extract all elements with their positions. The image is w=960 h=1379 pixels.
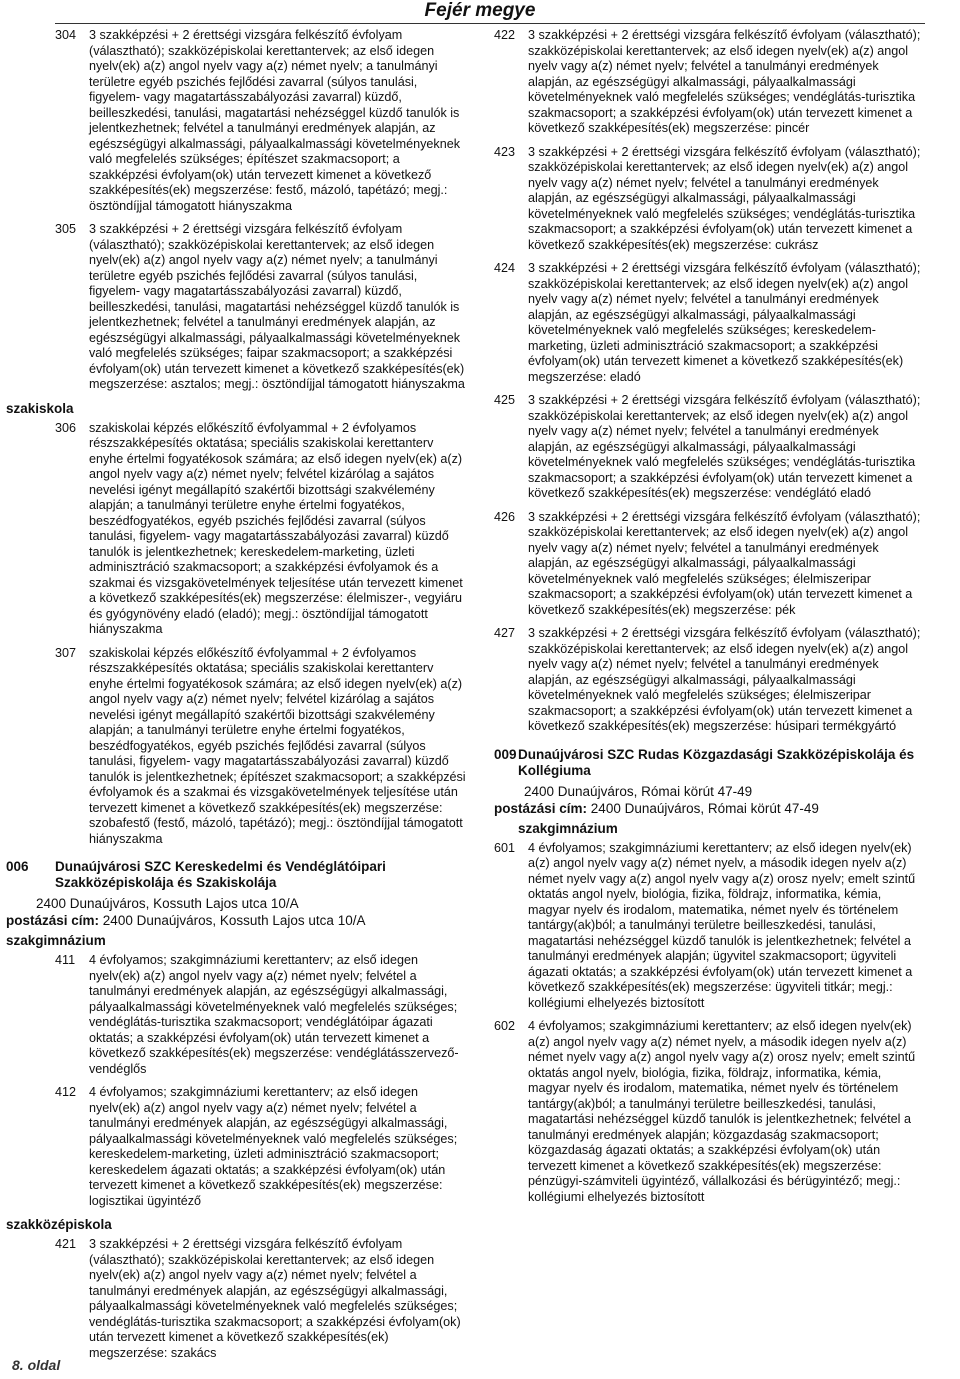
program-code: 425 [494,393,516,407]
program-entry [494,261,924,385]
institution-name: Dunaújvárosi SZC Rudas Közgazdasági Szakközépiskolája és Kollégiuma [518,746,915,778]
program-entry [55,1237,470,1361]
program-description: 3 szakképzési + 2 érettségi vizsgára felkészítő évfolyam (választható); szakközépiskolai kerettantervek; az első idegen nyelv(ek) a(z) angol nyelv vagy a(z) német nyelv; felvétel a tanulmányi eredmények alapján, az egészségügyi alkalmassági, pályaalkalmassági követelményeknek való megfelelés szükséges; vendéglátás-turisztika szakmacsoport; a szakképzési évfolyam(ok) után tervezett kimenet a következő szakképesítés(ek) megszerzése: cukrász [528,144,921,252]
program-code: 601 [494,840,516,855]
program-code: 306 [55,420,77,435]
institution-code: 009 [494,746,517,762]
entry-list-right-szakgimnazium [494,841,924,1214]
program-entry [55,1085,470,1209]
program-code: 423 [494,144,516,159]
program-code: 427 [494,626,516,640]
section-heading-szakiskola: szakiskola [6,400,74,416]
program-description: szakiskolai képzés előkészítő évfolyammal + 2 évfolyamos részszakképesítés oktatása; speciális szakiskolai kerettanterv enyhe értelmi fogyatékosok számára; az első idegen nyelv(ek) a(z) angol nyelv vagy a(z) német nyelv; felvétel kizárólag a sajátos nevelési igényt megállapító szakértői bizottsági szakvélemény alapján; a tanulmányi területre enyhe értelmi fogyatékos, beszédfogyatékos, egyéb pszichés fejlődési zavarral (súlyos tanulási, figyelem- vagy magatartásszabályozási zavarral) küzdő tanulók is jelentkezhetnek; építészet szakmacsoport; a szakképzési évfolyamok és a szakmai és vizsgakövetelmények teljesítése után tervezett kimenet a következő szakképesítés(ek) megszerzése: szobafestő (festő, mázoló, tapétázó); megj.: ösztöndíjjal támogatott hiányszakma [89,645,466,846]
program-code: 421 [55,1237,77,1251]
header-divider [55,23,925,24]
section-heading-szakkozepiskola: szakközépiskola [6,1217,112,1232]
page-number: 8. oldal [12,1357,61,1373]
program-entry [494,145,924,254]
program-entry [55,646,470,848]
program-description: szakiskolai képzés előkészítő évfolyammal + 2 évfolyamos részszakképesítés oktatása; speciális szakiskolai kerettanterv enyhe értelmi fogyatékosok számára; az első idegen nyelv(ek) a(z) angol nyelv vagy a(z) német nyelv; felvétel kizárólag a sajátos nevelési igényt megállapító szakértői bizottsági szakvélemény alapján; a tanulmányi területre enyhe értelmi fogyatékos, beszédfogyatékos, egyéb pszichés fejlődési zavarral (súlyos tanulási, figyelem- vagy magatartásszabályozási zavarral) küzdő tanulók is jelentkezhetnek; kereskedelem-marketing, üzleti adminisztráció szakmacsoport; a szakképzési évfolyamok és a szakmai és vizsgakövetelmények teljesítése után tervezett kimenet a következő szakképesítés(ek) megszerzése: élelmiszer-, vegyiáru és gyógynövény eladó (eladó); megj.: ösztöndíjjal támogatott hiányszakma [89,420,463,636]
program-description: 4 évfolyamos; szakgimnáziumi kerettanterv; az első idegen nyelv(ek) a(z) angol nyelv vagy a(z) német nyelv, a második idegen nyelv a(z) német nyelv vagy a(z) angol nyelv vagy a(z) orosz nyelv; emelt szintű oktatás angol nyelv, biológia, fizika, földrajz, informatika, kémia, magyar nyelv és irodalom, matematika, német nyelv és történelem tantárgy(ak)ból; a tanulmányi területre beilleszkedési, tanulási, magatartási nehézséggel küzdő tanulók is jelentkezhetnek; felvétel a tanulmányi eredmények alapján; közgazdaság szakmacsoport; közgazdaság ágazati oktatás; a szakképzési évfolyam(ok) után tervezett kimenet a következő szakképesítés(ek) megszerzése: pénzügyi-számviteli ügyintéző, vállalkozási és bérügyintéző; megj.: kollégiumi elhelyezés biztosított [528,1019,916,1204]
program-code: 411 [55,953,76,967]
entry-list-szakgimnazium [55,953,470,1217]
program-entry [55,953,470,1077]
program-code: 422 [494,28,516,42]
institution-address: 2400 Dunaújváros, Kossuth Lajos utca 10/A [36,896,299,911]
right-column [494,28,924,1213]
entry-list-right-top [494,28,924,743]
program-entry [55,421,470,638]
program-description: 3 szakképzési + 2 érettségi vizsgára felkészítő évfolyam (választható); szakközépiskolai kerettantervek; az első idegen nyelv(ek) a(z) angol nyelv vagy a(z) német nyelv; felvétel a tanulmányi eredmények alapján, az egészségügyi alkalmassági, pályaalkalmassági követelményeknek való megfelelés szükséges; élelmiszeripar szakmacsoport; a szakképzési évfolyam(ok) után tervezett kimenet a következő szakképesítés(ek) megszerzése: pék [528,509,921,617]
program-description: 4 évfolyamos; szakgimnáziumi kerettanterv; az első idegen nyelv(ek) a(z) angol nyelv vagy a(z) német nyelv; felvétel a tanulmányi eredmények alapján, az egészségügyi alkalmassági, pályaalkalmassági követelményeknek való megfelelés szükséges; kereskedelem-marketing, üzleti adminisztráció szakmacsoport; kereskedelem ágazati oktatás; a szakképzési évfolyam(ok) után tervezett kimenet a következő szakképesítés(ek) megszerzése: logisztikai ügyintéző [89,1085,458,1208]
program-description: 3 szakképzési + 2 érettségi vizsgára felkészítő évfolyam (választható); szakközépiskolai kerettantervek; az első idegen nyelv(ek) a(z) angol nyelv vagy a(z) német nyelv; felvétel a tanulmányi eredmények alapján, az egészségügyi alkalmassági, pályaalkalmassági követelményeknek való megfelelés szükséges; élelmiszeripar szakmacsoport; a szakképzési évfolyam(ok) után tervezett kimenet a következő szakképesítés(ek) megszerzése: húsipari termékgyártó [528,626,921,733]
program-entry [55,28,470,214]
section-heading-szakgimnazium: szakgimnázium [6,933,106,948]
institution-address: 2400 Dunaújváros, Római körút 47-49 [524,783,753,799]
program-entry [494,626,924,735]
section-heading-szakgimnazium: szakgimnázium [518,820,618,836]
program-code: 424 [494,261,516,275]
postal-address: 2400 Dunaújváros, Római körút 47-49 [590,800,819,816]
institution-code: 006 [6,859,29,874]
program-entry [494,28,924,137]
program-code: 307 [55,645,77,660]
entry-list-szakkozepiskola [55,1237,470,1369]
program-description: 3 szakképzési + 2 érettségi vizsgára felkészítő évfolyam (választható); szakközépiskolai kerettantervek; az első idegen nyelv(ek) a(z) angol nyelv vagy a(z) német nyelv; a tanulmányi területre egyéb pszichés fejlődési zavarral (súlyos tanulási, figyelem- vagy magatartásszabályozási zavarral) küzdő, beilleszkedési, tanulási, magatartási nehézséggel küzdő tanulók is jelentkezhetnek; felvétel a tanulmányi eredmények alapján, az egészségügyi alkalmassági, pályaalkalmassági követelményeknek való megfelelés szükséges; faipar szakmacsoport; a szakképzési évfolyam(ok) után tervezett kimenet a következő szakképesítés(ek) megszerzése: asztalos; megj.: ösztöndíjjal támogatott hiányszakma [89,222,465,391]
program-code: 602 [494,1019,516,1033]
entry-list-left-top [55,28,470,401]
program-code: 305 [55,222,77,236]
page-header-title: Fejér megye [424,0,536,21]
program-description: 3 szakképzési + 2 érettségi vizsgára felkészítő évfolyam (választható); szakközépiskolai kerettantervek; az első idegen nyelv(ek) a(z) angol nyelv vagy a(z) német nyelv; a tanulmányi területre egyéb pszichés fejlődési zavarral (súlyos tanulási, figyelem- vagy magatartásszabályozási zavarral) küzdő, beilleszkedési, tanulási, magatartási nehézséggel küzdő tanulók is jelentkezhetnek; felvétel a tanulmányi eredmények alapján, az egészségügyi alkalmassági, pályaalkalmassági követelményeknek való megfelelés szükséges; építészet szakmacsoport; a szakképzési évfolyam(ok) után tervezett kimenet a következő szakképesítés(ek) megszerzése: festő, mázoló, tapétázó; megj.: ösztöndíjjal támogatott hiányszakma [89,28,461,213]
program-description: 3 szakképzési + 2 érettségi vizsgára felkészítő évfolyam (választható); szakközépiskolai kerettantervek; az első idegen nyelv(ek) a(z) angol nyelv vagy a(z) német nyelv; felvétel a tanulmányi eredmények alapján, az egészségügyi alkalmassági, pályaalkalmassági követelményeknek való megfelelés szükséges; kereskedelem-marketing, üzleti adminisztráció szakmacsoport; a szakképzési évfolyam(ok) után tervezett kimenet a következő szakképesítés(ek) megszerzése: eladó [528,261,921,384]
program-entry [494,510,924,619]
program-entry [55,222,470,393]
institution-postal [494,800,924,817]
postal-label: postázási cím: [494,800,588,816]
program-description: 3 szakképzési + 2 érettségi vizsgára felkészítő évfolyam (választható); szakközépiskolai kerettantervek; az első idegen nyelv(ek) a(z) angol nyelv vagy a(z) német nyelv; felvétel a tanulmányi eredmények alapján, az egészségügyi alkalmassági, pályaalkalmassági követelményeknek való megfelelés szükséges; vendéglátás-turisztika szakmacsoport; a szakképzési évfolyam(ok) után tervezett kimenet a következő szakképesítés(ek) megszerzése: vendéglátó eladó [528,393,921,500]
postal-address: 2400 Dunaújváros, Kossuth Lajos utca 10/A [102,913,366,928]
institution-name: Dunaújvárosi SZC Kereskedelmi és Vendéglátóipari Szakközépiskolája és Szakiskolája [55,859,386,890]
program-description: 3 szakképzési + 2 érettségi vizsgára felkészítő évfolyam (választható); szakközépiskolai kerettantervek; az első idegen nyelv(ek) a(z) angol nyelv vagy a(z) német nyelv; felvétel a tanulmányi eredmények alapján, az egészségügyi alkalmassági, pályaalkalmassági követelményeknek való megfelelés szükséges; vendéglátás-turisztika szakmacsoport; a szakképzési évfolyam(ok) után tervezett kimenet a következő szakképesítés(ek) megszerzése: szakács [89,1237,461,1360]
program-description: 4 évfolyamos; szakgimnáziumi kerettanterv; az első idegen nyelv(ek) a(z) angol nyelv vagy a(z) német nyelv; felvétel a tanulmányi eredmények alapján, az egészségügyi alkalmassági, pályaalkalmassági követelményeknek való megfelelés szükséges; vendéglátás-turisztika szakmacsoport; vendéglátóipar ágazati oktatás; a szakképzési évfolyam(ok) után tervezett kimenet a következő szakképesítés(ek) megszerzése: vendéglátásszervező-vendéglős [89,953,459,1076]
program-entry [494,393,924,502]
program-entry [494,841,924,1012]
institution-postal [6,912,470,929]
program-code: 426 [494,509,516,524]
entry-list-szakiskola [55,421,470,856]
program-code: 304 [55,28,77,42]
postal-label: postázási cím: [6,913,100,928]
program-description: 3 szakképzési + 2 érettségi vizsgára felkészítő évfolyam (választható); szakközépiskolai kerettantervek; az első idegen nyelv(ek) a(z) angol nyelv vagy a(z) német nyelv; felvétel a tanulmányi eredmények alapján, az egészségügyi alkalmassági, pályaalkalmassági követelményeknek való megfelelés szükséges; vendéglátás-turisztika szakmacsoport; a szakképzési évfolyam(ok) után tervezett kimenet a következő szakképesítés(ek) megszerzése: pincér [528,28,921,135]
program-description: 4 évfolyamos; szakgimnáziumi kerettanterv; az első idegen nyelv(ek) a(z) angol nyelv vagy a(z) német nyelv, a második idegen nyelv a(z) német nyelv vagy a(z) angol nyelv vagy a(z) orosz nyelv; emelt szintű oktatás angol nyelv, biológia, fizika, földrajz, informatika, kémia, magyar nyelv és irodalom, matematika, német nyelv és történelem tantárgy(ak)ból; a tanulmányi területre beilleszkedési, tanulási, magatartási nehézséggel küzdő tanulók is jelentkezhetnek; felvétel a tanulmányi eredmények alapján; ügyvitel szakmacsoport; ügyviteli ágazati oktatás; a szakképzési évfolyam(ok) után tervezett kimenet a következő szakképesítés(ek) megszerzése: ügyviteli titkár; megj.: kollégiumi elhelyezés biztosított [528,840,916,1010]
program-code: 412 [55,1085,77,1099]
program-entry [494,1019,924,1205]
institution-heading [6,859,470,891]
institution-heading [494,747,924,779]
